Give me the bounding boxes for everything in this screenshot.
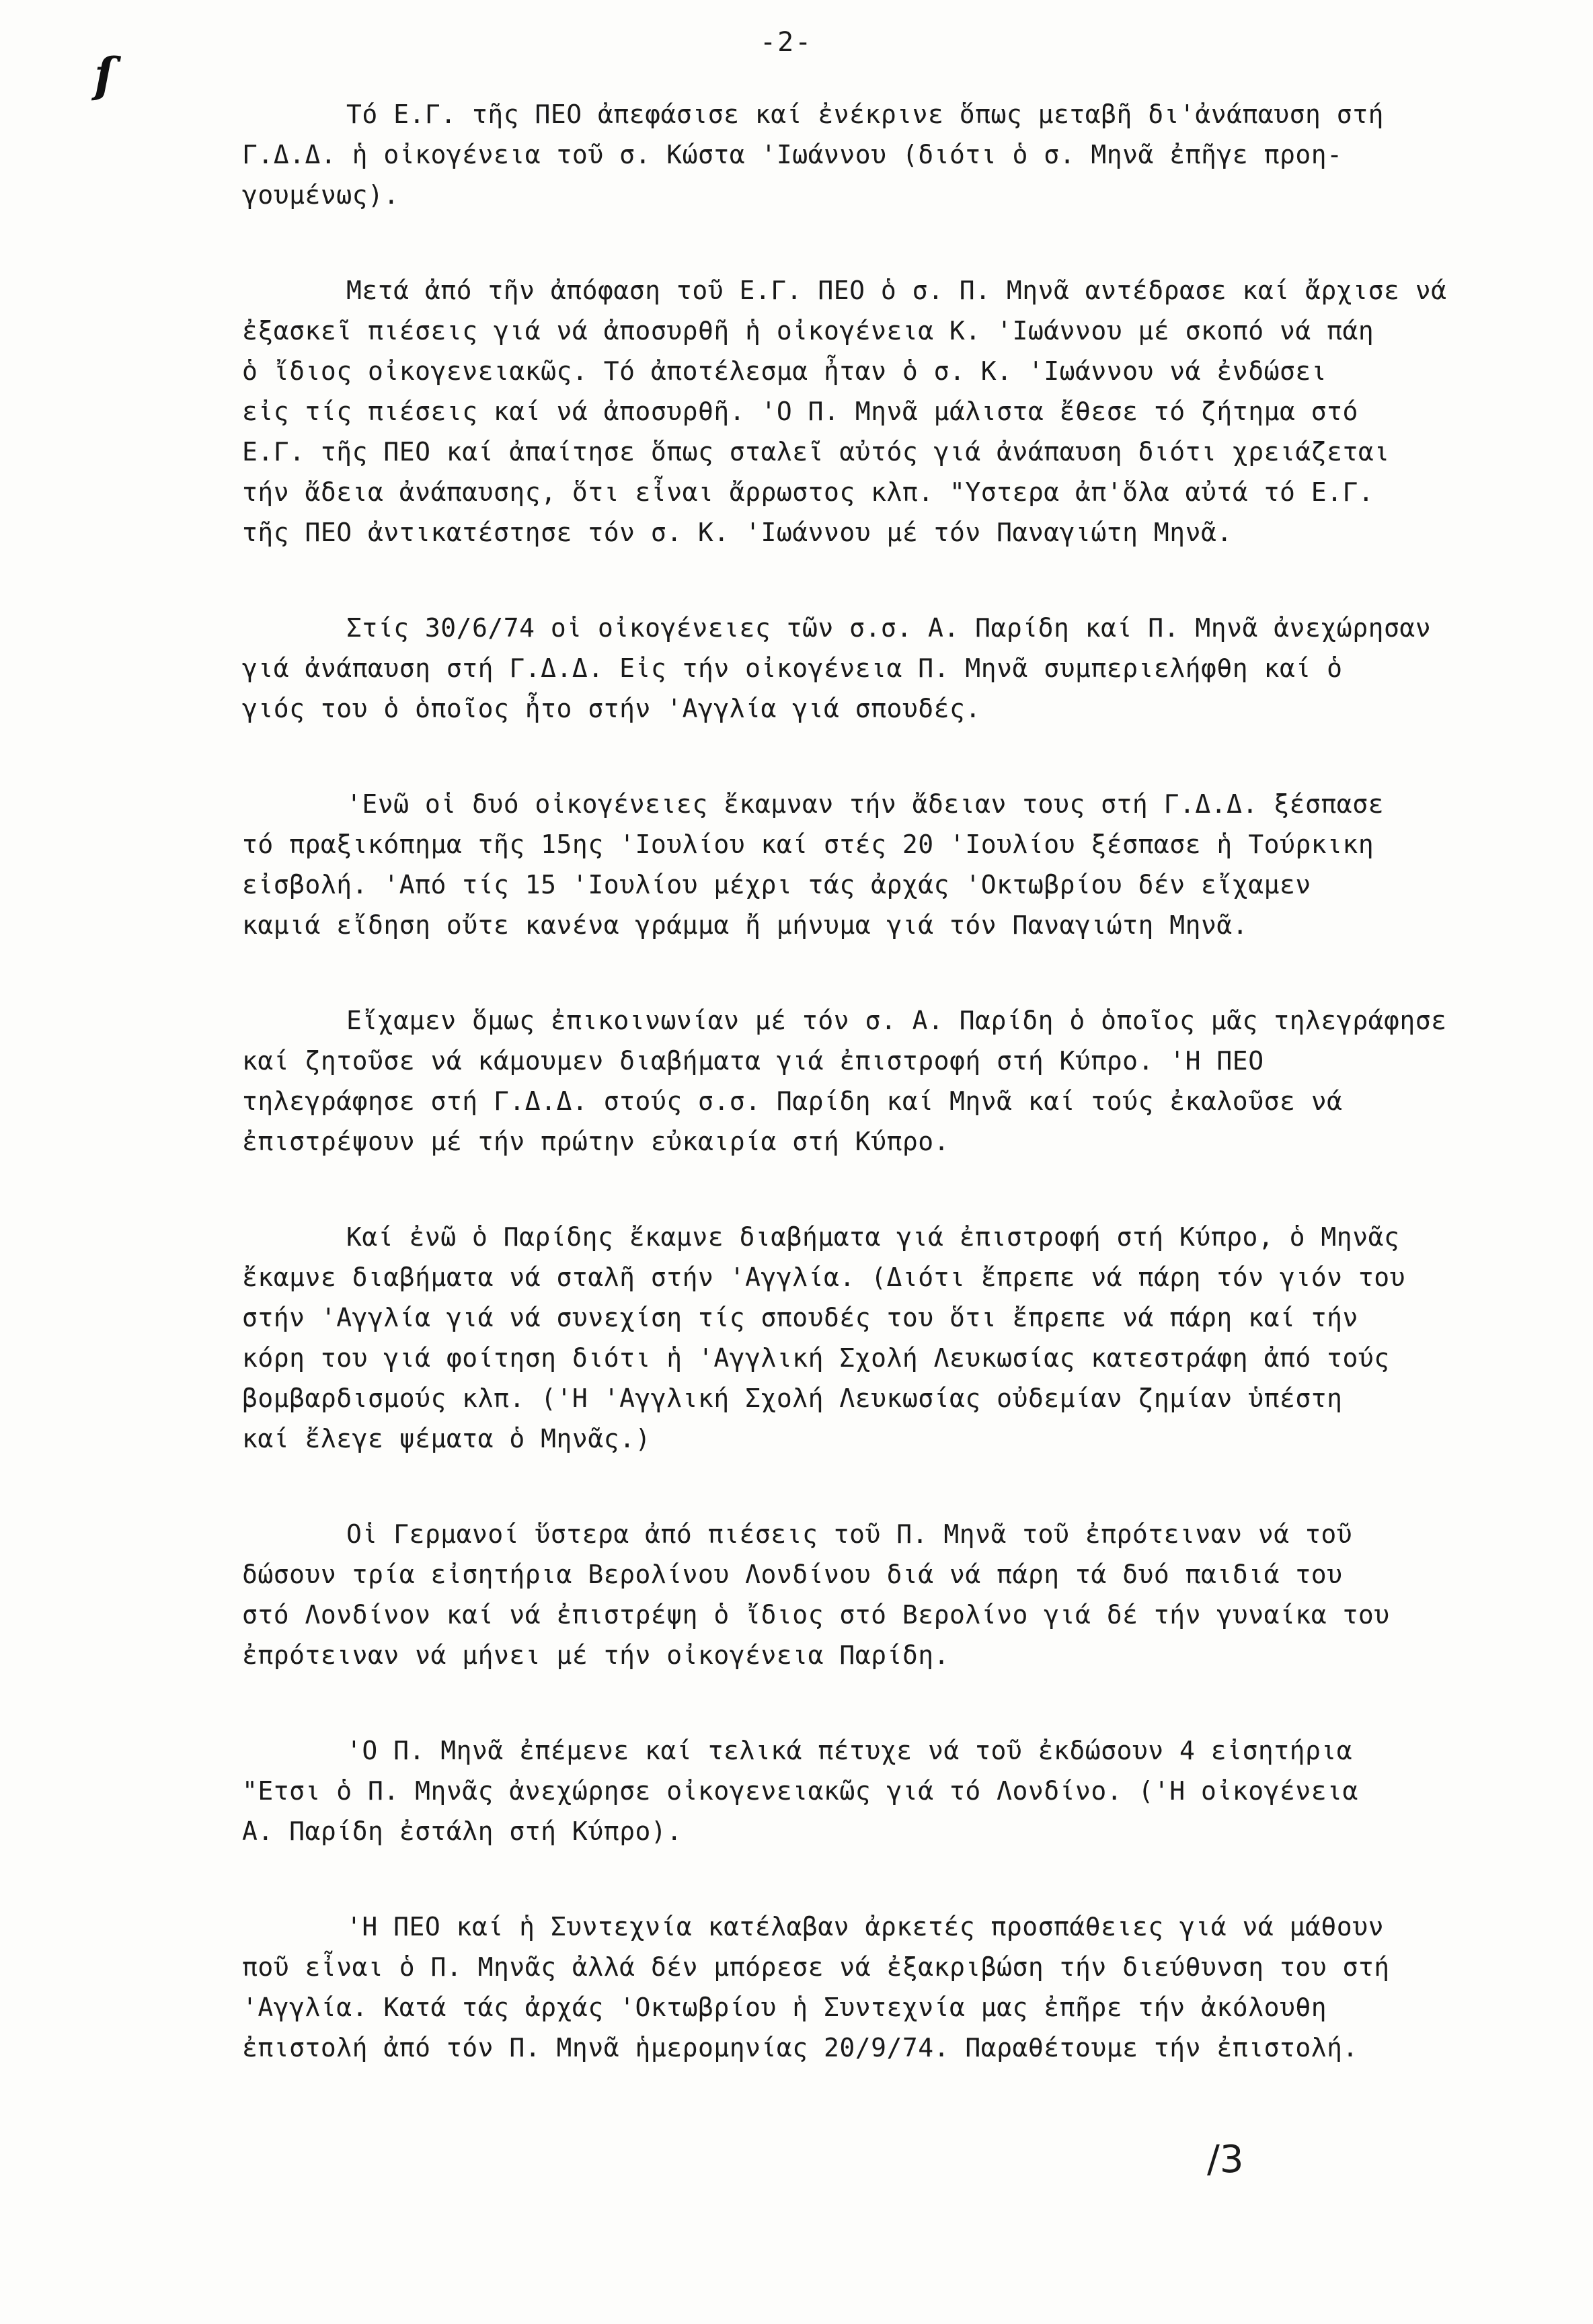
paragraph bbox=[242, 1514, 1520, 1675]
paragraph bbox=[242, 270, 1520, 553]
text-line: στό Λονδίνον καί νά ἐπιστρέψη ὁ ἴδιος στό Βερολίνο γιά δέ τήν γυναίκα του bbox=[242, 1600, 1390, 1630]
paragraph bbox=[242, 1000, 1520, 1162]
text-line: καμιά εἴδηση οὔτε κανένα γράμμα ἤ μήνυμα γιά τόν Παναγιώτη Μηνᾶ. bbox=[242, 910, 1249, 940]
text-line: 'Αγγλία. Κατά τάς ἀρχάς 'Οκτωβρίου ἡ Συντεχνία μας ἐπῆρε τήν ἀκόλουθη bbox=[242, 1993, 1327, 2022]
text-line: Α. Παρίδη ἐστάλη στή Κύπρο). bbox=[242, 1816, 683, 1846]
text-line: γιός του ὁ ὁποῖος ἦτο στήν 'Αγγλία γιά σπουδές. bbox=[242, 694, 981, 723]
paragraph bbox=[242, 1730, 1520, 1851]
paragraph bbox=[242, 784, 1520, 945]
text-line: τήν ἄδεια ἀνάπαυσης, ὅτι εἶναι ἄρρωστος κλπ. "Υστερα ἀπ'ὅλα αὐτά τό Ε.Γ. bbox=[242, 477, 1374, 507]
text-line: εἰς τίς πιέσεις καί νά ἀποσυρθῆ. 'Ο Π. Μηνᾶ μάλιστα ἔθεσε τό ζήτημα στό bbox=[242, 397, 1358, 426]
text-line: "Ετσι ὁ Π. Μηνᾶς ἀνεχώρησε οἰκογενειακῶς γιά τό Λονδίνο. ('Η οἰκογένεια bbox=[242, 1776, 1358, 1806]
text-line: ἐπιστολή ἀπό τόν Π. Μηνᾶ ἡμερομηνίας 20/9/74. Παραθέτουμε τήν ἐπιστολή. bbox=[242, 2033, 1358, 2062]
text-line: Καί ἐνῶ ὁ Παρίδης ἔκαμνε διαβήματα γιά ἐπιστροφή στή Κύπρο, ὁ Μηνᾶς bbox=[346, 1222, 1400, 1252]
text-line: τό πραξικόπημα τῆς 15ης 'Ιουλίου καί στές 20 'Ιουλίου ξέσπασε ἡ Τούρκικη bbox=[242, 830, 1374, 859]
paragraph bbox=[242, 94, 1520, 215]
text-line: ὁ ἴδιος οἰκογενειακῶς. Τό ἀποτέλεσμα ἦταν ὁ σ. Κ. 'Ιωάννου νά ἐνδώσει bbox=[242, 356, 1327, 386]
text-line: ἔκαμνε διαβήματα νά σταλῆ στήν 'Αγγλία. (Διότι ἔπρεπε νά πάρη τόν γιόν του bbox=[242, 1263, 1405, 1292]
paragraph bbox=[242, 1217, 1520, 1459]
text-line: γιά ἀνάπαυση στή Γ.Δ.Δ. Εἰς τήν οἰκογένεια Π. Μηνᾶ συμπεριελήφθη καί ὁ bbox=[242, 653, 1343, 683]
text-line: 'Ενῶ οἱ δυό οἰκογένειες ἔκαμναν τήν ἄδειαν τους στή Γ.Δ.Δ. ξέσπασε bbox=[346, 789, 1384, 819]
page-number: -2- bbox=[760, 27, 813, 58]
text-line: Οἱ Γερμανοί ὕστερα ἀπό πιέσεις τοῦ Π. Μηνᾶ τοῦ ἐπρότειναν νά τοῦ bbox=[346, 1519, 1353, 1549]
text-line: ποῦ εἶναι ὁ Π. Μηνᾶς ἀλλά δέν μπόρεσε νά ἐξακριβώση τήν διεύθυνση του στή bbox=[242, 1952, 1390, 1982]
text-line: Τό Ε.Γ. τῆς ΠΕΟ ἀπεφάσισε καί ἐνέκρινε ὅπως μεταβῆ δι'ἀνάπαυση στή bbox=[346, 99, 1384, 129]
text-line: 'Ο Π. Μηνᾶ ἐπέμενε καί τελικά πέτυχε νά τοῦ ἐκδώσουν 4 εἰσητήρια bbox=[346, 1736, 1353, 1765]
text-line: ἐξασκεῖ πιέσεις γιά νά ἀποσυρθῆ ἡ οἰκογένεια Κ. 'Ιωάννου μέ σκοπό νά πάη bbox=[242, 316, 1374, 346]
text-line: τηλεγράφησε στή Γ.Δ.Δ. στούς σ.σ. Παρίδη καί Μηνᾶ καί τούς ἐκαλοῦσε νά bbox=[242, 1086, 1343, 1116]
next-page-marker: /3 bbox=[1207, 2138, 1244, 2181]
text-line: ἐπιστρέψουν μέ τήν πρώτην εὐκαιρία στή Κύπρο. bbox=[242, 1127, 950, 1156]
document-body bbox=[242, 94, 1520, 2123]
text-line: 'Η ΠΕΟ καί ἡ Συντεχνία κατέλαβαν ἀρκετές προσπάθειες γιά νά μάθουν bbox=[346, 1912, 1384, 1941]
text-line: γουμένως). bbox=[242, 180, 399, 210]
paragraph bbox=[242, 608, 1520, 729]
paragraph bbox=[242, 1907, 1520, 2068]
text-line: εἰσβολή. 'Από τίς 15 'Ιουλίου μέχρι τάς ἀρχάς 'Οκτωβρίου δέν εἴχαμεν bbox=[242, 870, 1311, 899]
text-line: τῆς ΠΕΟ ἀντικατέστησε τόν σ. Κ. 'Ιωάννου μέ τόν Παναγιώτη Μηνᾶ. bbox=[242, 518, 1233, 547]
margin-mark: ſ bbox=[94, 47, 115, 103]
text-line: καί ζητοῦσε νά κάμουμεν διαβήματα γιά ἐπιστροφή στή Κύπρο. 'Η ΠΕΟ bbox=[242, 1046, 1264, 1076]
text-line: Γ.Δ.Δ. ἡ οἰκογένεια τοῦ σ. Κώστα 'Ιωάννου (διότι ὁ σ. Μηνᾶ ἐπῆγε προη- bbox=[242, 140, 1343, 169]
text-line: ἐπρότειναν νά μήνει μέ τήν οἰκογένεια Παρίδη. bbox=[242, 1640, 950, 1670]
text-line: Εἴχαμεν ὅμως ἐπικοινωνίαν μέ τόν σ. Α. Παρίδη ὁ ὁποῖος μᾶς τηλεγράφησε bbox=[346, 1006, 1447, 1035]
text-line: Στίς 30/6/74 οἱ οἰκογένειες τῶν σ.σ. Α. Παρίδη καί Π. Μηνᾶ ἀνεχώρησαν bbox=[346, 613, 1432, 643]
text-line: καί ἔλεγε ψέματα ὁ Μηνᾶς.) bbox=[242, 1424, 651, 1453]
text-line: στήν 'Αγγλία γιά νά συνεχίση τίς σπουδές του ὅτι ἔπρεπε νά πάρη καί τήν bbox=[242, 1303, 1358, 1332]
text-line: κόρη του γιά φοίτηση διότι ἡ 'Αγγλική Σχολή Λευκωσίας κατεστράφη ἀπό τούς bbox=[242, 1343, 1390, 1373]
text-line: δώσουν τρία εἰσητήρια Βερολίνου Λονδίνου διά νά πάρη τά δυό παιδιά του bbox=[242, 1560, 1343, 1589]
text-line: βομβαρδισμούς κλπ. ('Η 'Αγγλική Σχολή Λευκωσίας οὐδεμίαν ζημίαν ὑπέστη bbox=[242, 1384, 1343, 1413]
text-line: Ε.Γ. τῆς ΠΕΟ καί ἀπαίτησε ὅπως σταλεῖ αὐτός γιά ἀνάπαυση διότι χρειάζεται bbox=[242, 437, 1390, 467]
text-line: Μετά ἀπό τῆν ἀπόφαση τοῦ Ε.Γ. ΠΕΟ ὁ σ. Π. Μηνᾶ αντέδρασε καί ἄρχισε νά bbox=[346, 276, 1447, 305]
